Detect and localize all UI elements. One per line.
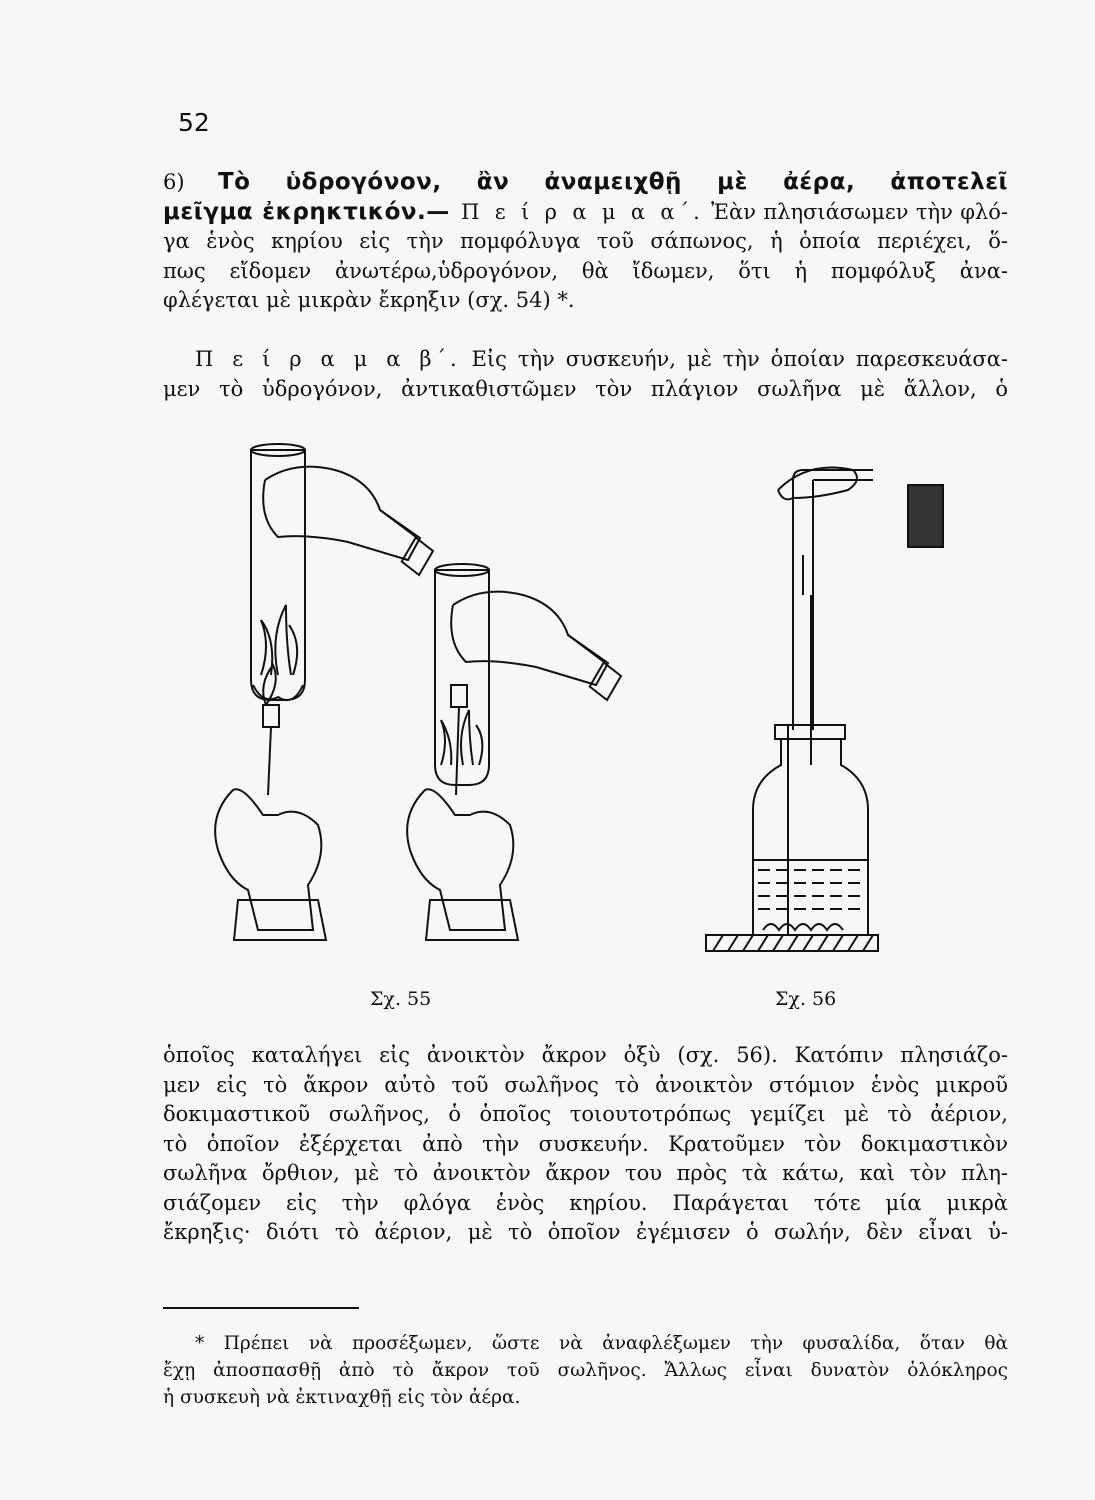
text-line xyxy=(163,345,1008,375)
section-heading-cont: μεῖγμα ἐκρηκτικόν.— xyxy=(163,198,450,225)
page-number: 52 xyxy=(178,108,210,137)
candle-2 xyxy=(451,685,467,795)
footnote-line: ἔχῃ ἀποσπασθῇ ἀπὸ τὸ ἄκρον τοῦ σωλῆνος. Ἄλλως εἶναι δυνατὸν ὁλόκληρος xyxy=(163,1360,1008,1381)
cuff xyxy=(908,485,943,547)
figure-56-caption: Σχ. 56 xyxy=(775,988,837,1010)
footnote-line: * Πρέπει νὰ προσέξωμεν, ὥστε νὰ ἀναφλέξωμεν τὴν φυσαλίδα, ὅταν θὰ xyxy=(195,1333,1008,1354)
experiment-label: Π ε ί ρ α μ α α΄. xyxy=(449,199,704,224)
candle-1 xyxy=(263,665,279,795)
footnote xyxy=(163,1330,1008,1411)
test-tube-2 xyxy=(435,564,489,785)
section-heading: Τὸ ὑδρογόνον, ἂν ἀναμειχθῇ μὲ ἀέρα, ἀποτελεῖ xyxy=(217,169,1008,195)
hand-holding-candle-1 xyxy=(215,789,326,940)
footnote-line: ἡ συσκευὴ νὰ ἐκτιναχθῇ εἰς τὸν ἀέρα. xyxy=(163,1387,521,1408)
section-number: 6) xyxy=(163,170,218,194)
text-line: ὁποῖος καταλήγει εἰς ἀνοικτὸν ἄκρον ὀξὺ (σχ. 56). Κατόπιν πλησιάζο- xyxy=(163,1043,1008,1067)
text-line: γα ἑνὸς κηρίου εἰς τὴν πομφόλυγα τοῦ σάπωνος, ἡ ὁποία περιέχει, ὅ- xyxy=(163,229,1008,253)
text-line: τὸ ὁποῖον ἐξέρχεται ἀπὸ τὴν συσκευήν. Κρατοῦμεν τὸν δοκιμαστικὸν xyxy=(163,1131,1008,1156)
text-line: μεν τὸ ὑδρογόνον, ἀντικαθιστῶμεν τὸν πλάγιον σωλῆνα μὲ ἄλλον, ὁ xyxy=(163,376,1008,401)
text-line: ἔκρηξις· διότι τὸ ἀέριον, μὲ τὸ ὁποῖον ἐγέμισεν ὁ σωλήν, δὲν εἶναι ὑ- xyxy=(163,1220,1008,1244)
text-line: δοκιμαστικοῦ σωλῆνος, ὁ ὁποῖος τοιουτοτρόπως γεμίζει μὲ τὸ ἀέριον, xyxy=(163,1102,1008,1126)
hatched-stand xyxy=(706,935,878,951)
hand-holding-tube-1 xyxy=(263,467,433,575)
figure-55-illustration xyxy=(215,444,621,940)
text-run: Ἐὰν πλησιάσωμεν τὴν φλό- xyxy=(703,199,1008,224)
figures-illustration xyxy=(163,435,1008,975)
test-tube-1 xyxy=(251,444,305,700)
text-line: σωλῆνα ὄρθιον, μὲ τὸ ἀνοικτὸν ἄκρον του πρὸς τὰ κάτω, καὶ τὸν πλη- xyxy=(163,1161,1008,1185)
text-line: μεν εἰς τὸ ἄκρον αὐτὸ τοῦ σωλῆνος τὸ ἀνοικτὸν στόμιον ἑνὸς μικροῦ xyxy=(163,1072,1008,1097)
paragraph-experiment-b xyxy=(163,345,1008,404)
delivery-tube xyxy=(793,470,873,765)
text-line xyxy=(163,198,1008,228)
text-line: πως εἴδομεν ἀνωτέρω,ὑδρογόνον, θὰ ἴδωμεν, ὅτι ἡ πομφόλυξ ἀνα- xyxy=(163,258,1008,283)
text-line: φλέγεται μὲ μικρὰν ἔκρηξιν (σχ. 54) *. xyxy=(163,288,575,312)
paragraph-continuation xyxy=(163,1041,1008,1248)
text-line: σιάζομεν εἰς τὴν φλόγα ἑνὸς κηρίου. Παράγεται τότε μία μικρὰ xyxy=(163,1190,1008,1215)
footnote-divider xyxy=(163,1307,359,1309)
hand-holding-candle-2 xyxy=(407,789,518,940)
experiment-label: Π ε ί ρ α μ α β΄. xyxy=(195,347,461,371)
text-run: Εἰς τὴν συσκευήν, μὲ τὴν ὁποίαν παρεσκευάσα- xyxy=(460,347,1008,371)
text-line xyxy=(163,168,1008,198)
figure-55-caption: Σχ. 55 xyxy=(370,988,432,1010)
hand-on-tube xyxy=(778,468,857,500)
hand-holding-tube-2 xyxy=(451,592,621,700)
figure-56-illustration xyxy=(706,468,943,952)
paragraph-experiment-a xyxy=(163,168,1008,316)
